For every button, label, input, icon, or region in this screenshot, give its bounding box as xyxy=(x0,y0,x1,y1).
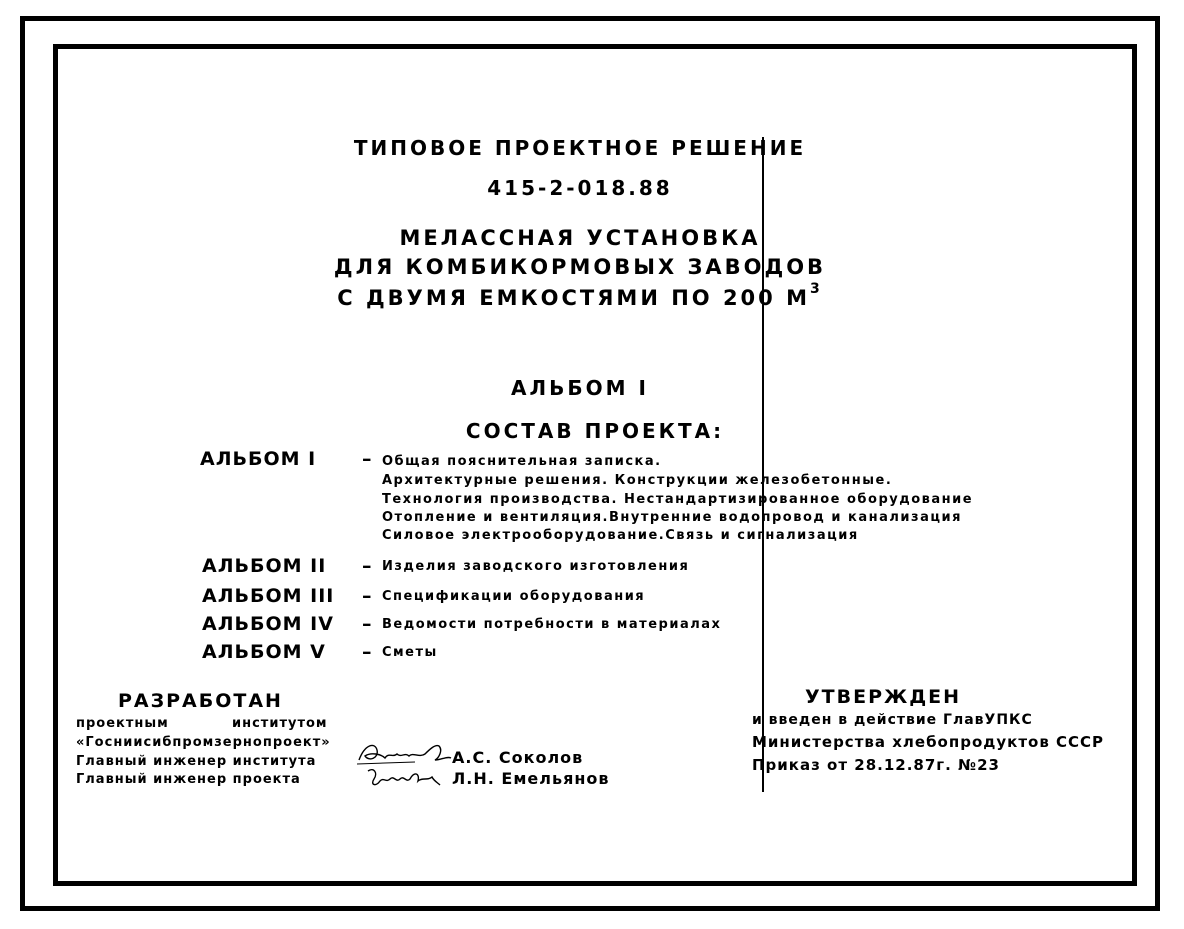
developed-line-1a: проектным xyxy=(76,716,169,731)
superscript-cube: 3 xyxy=(809,281,823,297)
name-emelyanov: Л.Н. Емельянов xyxy=(452,769,610,788)
developed-line-1b: институтом xyxy=(232,716,328,731)
album-2-line-1: Изделия заводского изготовления xyxy=(382,559,690,574)
approved-heading: УТВЕРЖДЕН xyxy=(805,686,962,708)
album-1-label: АЛЬБОМ I xyxy=(200,448,317,470)
approved-line-2: Министерства хлебопродуктов СССР xyxy=(752,733,1105,751)
developed-institute: «Госниисибпромзернопроект» xyxy=(76,735,331,750)
album-5-dash: – xyxy=(362,641,372,663)
current-album: АЛЬБОМ I xyxy=(511,376,649,400)
subject-line-1: МЕЛАССНАЯ УСТАНОВКА xyxy=(399,226,761,250)
signature-sokolov xyxy=(355,740,455,766)
album-5-label: АЛЬБОМ V xyxy=(202,641,326,663)
album-1-line-1: Общая пояснительная записка. xyxy=(382,454,662,469)
approved-line-3: Приказ от 28.12.87г. №23 xyxy=(752,756,1000,774)
album-1-line-3: Технология производства. Нестандартизированное оборудование xyxy=(382,492,974,507)
album-4-line-1: Ведомости потребности в материалах xyxy=(382,617,722,632)
album-2-label: АЛЬБОМ II xyxy=(202,555,327,577)
subject-line-3-text: С ДВУМЯ ЕМКОСТЯМИ ПО 200 М xyxy=(337,286,810,310)
subject-line-2: ДЛЯ КОМБИКОРМОВЫХ ЗАВОДОВ xyxy=(333,255,827,279)
album-5-line-1: Сметы xyxy=(382,645,438,660)
album-1-line-5: Силовое электрооборудование.Связь и сигнализация xyxy=(382,528,859,543)
album-1-line-4: Отопление и вентиляция.Внутренние водопровод и канализация xyxy=(382,510,962,525)
album-3-dash: – xyxy=(362,585,372,607)
composition-title: СОСТАВ ПРОЕКТА: xyxy=(465,419,725,443)
album-4-dash: – xyxy=(362,613,372,635)
album-1-line-2: Архитектурные решения. Конструкции железобетонные. xyxy=(382,473,893,488)
album-1-dash: – xyxy=(362,448,372,470)
chief-engineer-institute: Главный инженер института xyxy=(76,754,317,769)
album-3-line-1: Спецификации оборудования xyxy=(382,589,646,604)
approved-line-1: и введен в действие ГлавУПКС xyxy=(752,712,1033,728)
subject-line-3 xyxy=(280,281,880,310)
name-sokolov: А.С. Соколов xyxy=(452,748,584,767)
chief-engineer-project: Главный инженер проекта xyxy=(76,772,301,787)
developed-heading: РАЗРАБОТАН xyxy=(118,690,283,712)
album-3-label: АЛЬБОМ III xyxy=(202,585,335,607)
album-2-dash: – xyxy=(362,555,372,577)
project-code: 415-2-018.88 xyxy=(487,176,673,200)
document-title: ТИПОВОЕ ПРОЕКТНОЕ РЕШЕНИЕ xyxy=(353,136,807,160)
signature-emelyanov xyxy=(362,765,442,791)
album-4-label: АЛЬБОМ IV xyxy=(202,613,334,635)
